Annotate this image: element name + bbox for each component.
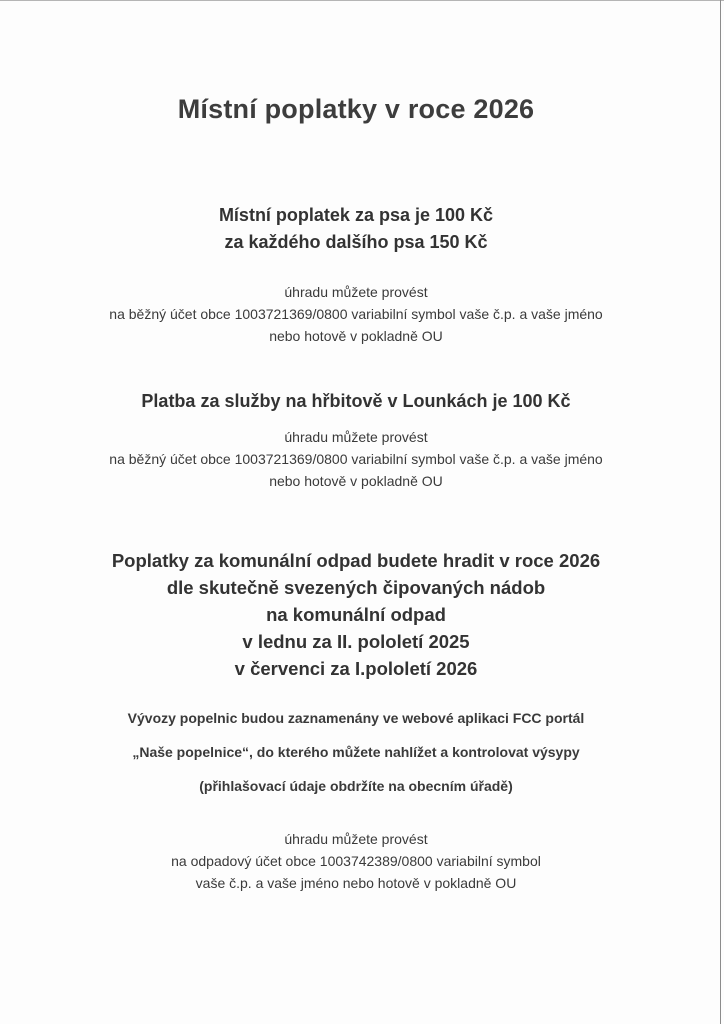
payment-line: na běžný účet obce 1003721369/0800 variabilní symbol vaše č.p. a vaše jméno <box>109 451 603 467</box>
payment-line: úhradu můžete provést <box>284 284 428 300</box>
waste-fee-payment <box>0 828 712 894</box>
waste-fee-heading-line: na komunální odpad <box>266 604 446 625</box>
waste-fee-note: „Naše popelnice“, do kterého můžete nahlížet a kontrolovat výsypy <box>132 744 580 760</box>
waste-fee-note: (přihlašovací údaje obdržíte na obecním úřadě) <box>199 778 513 794</box>
payment-line: nebo hotově v pokladně OU <box>269 328 443 344</box>
scan-right-edge <box>720 0 721 1024</box>
payment-line: vaše č.p. a vaše jméno nebo hotově v pokladně OU <box>195 875 517 891</box>
payment-line: nebo hotově v pokladně OU <box>269 473 443 489</box>
scan-top-edge <box>0 0 724 1</box>
dog-fee-heading-line: za každého dalšího psa 150 Kč <box>224 232 488 252</box>
page-title: Místní poplatky v roce 2026 <box>177 94 535 124</box>
cemetery-fee-heading-line: Platba za služby na hřbitově v Lounkách je 100 Kč <box>141 391 571 411</box>
payment-line: na odpadový účet obce 1003742389/0800 variabilní symbol <box>171 853 541 869</box>
dog-fee-payment <box>0 281 712 347</box>
waste-fee-heading-line: v lednu za II. pololetí 2025 <box>242 631 470 652</box>
waste-fee-heading-line: dle skutečně svezených čipovaných nádob <box>166 577 546 598</box>
waste-fee-heading-line: v červenci za I.pololetí 2026 <box>234 658 478 679</box>
cemetery-fee-payment <box>0 426 712 492</box>
payment-line: úhradu můžete provést <box>284 831 428 847</box>
waste-fee-heading <box>0 547 712 682</box>
payment-line: na běžný účet obce 1003721369/0800 variabilní symbol vaše č.p. a vaše jméno <box>109 306 603 322</box>
dog-fee-heading-line: Místní poplatek za psa je 100 Kč <box>218 205 494 225</box>
waste-fee-heading-line: Poplatky za komunální odpad budete hradit v roce 2026 <box>111 550 601 571</box>
waste-fee-note: Vývozy popelnic budou zaznamenány ve webové aplikaci FCC portál <box>127 710 585 726</box>
cemetery-fee-heading <box>0 388 712 415</box>
payment-line: úhradu můžete provést <box>284 429 428 445</box>
dog-fee-heading <box>0 202 712 256</box>
